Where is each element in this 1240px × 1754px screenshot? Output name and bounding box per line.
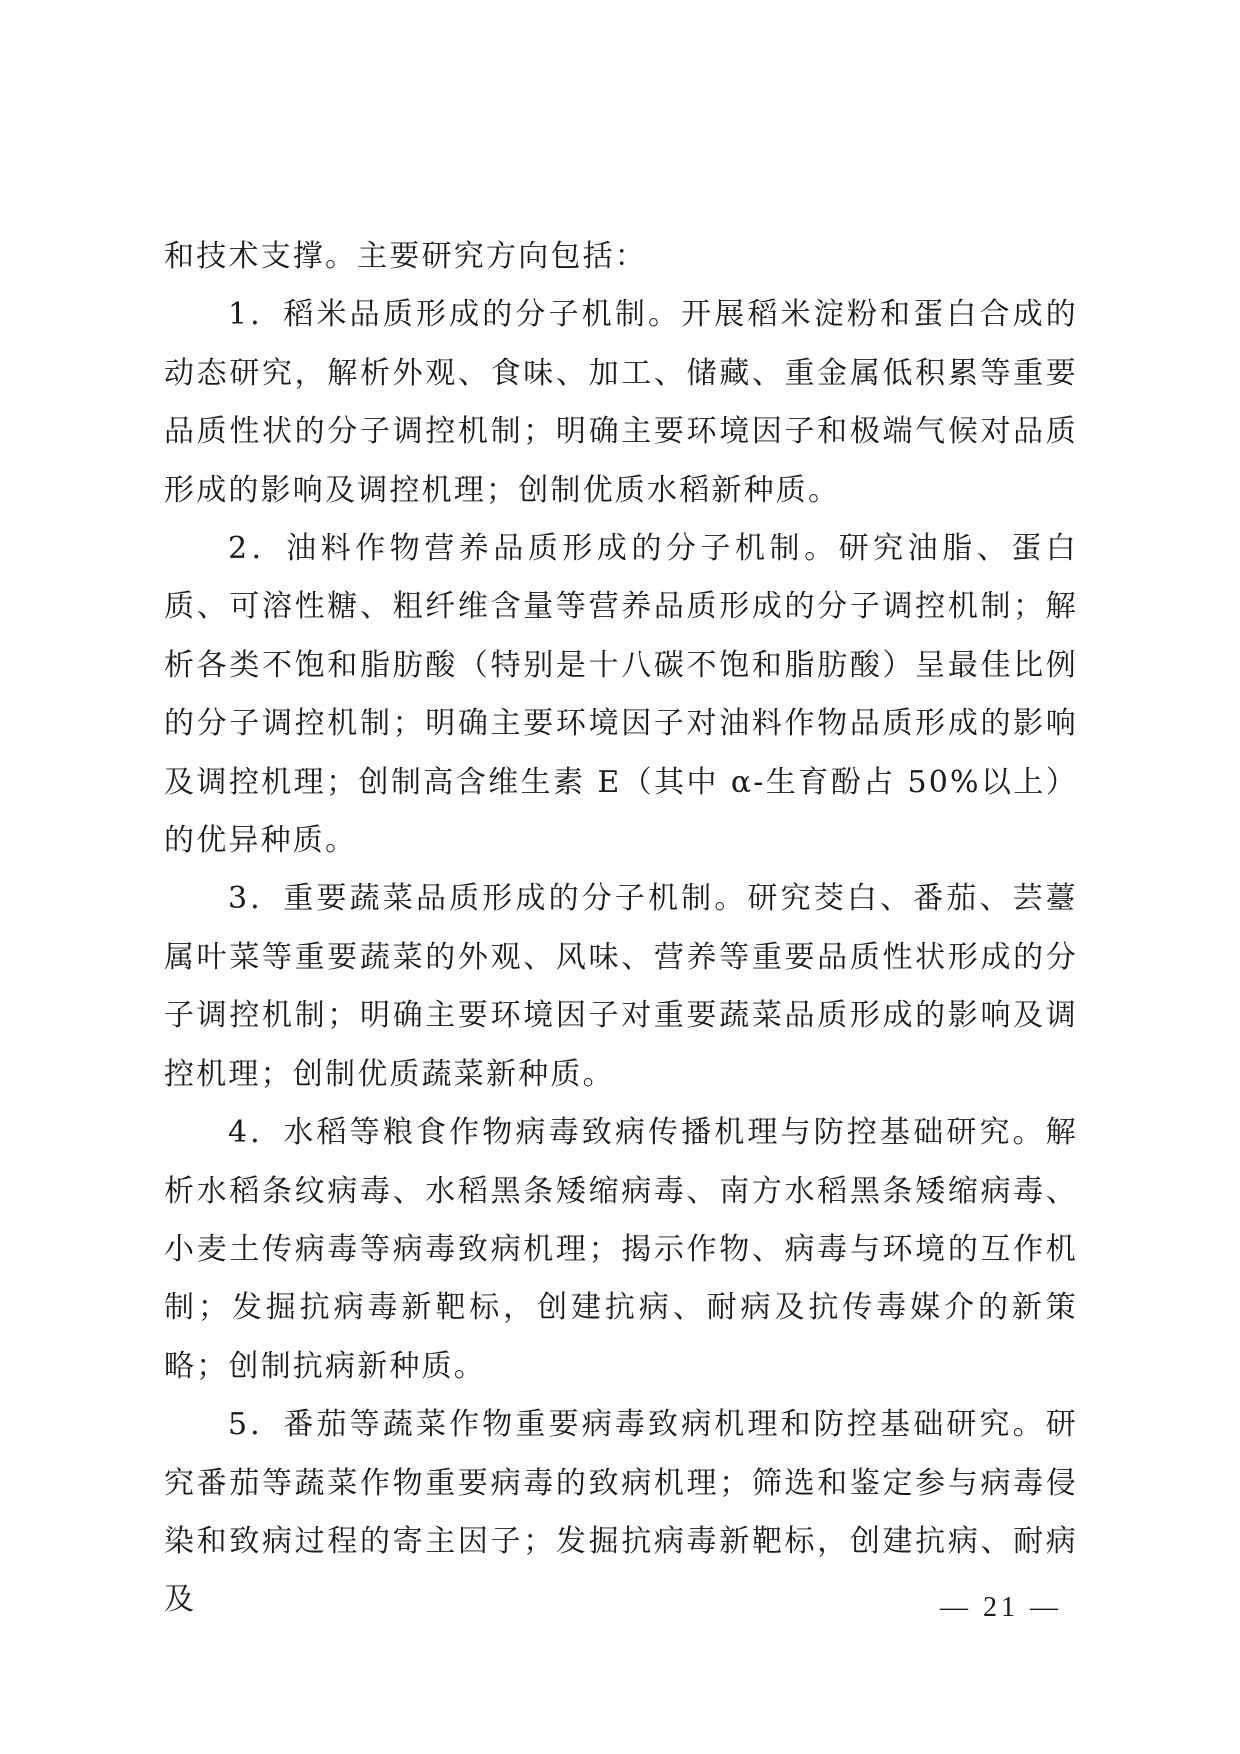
research-item-4: 4．水稻等粮食作物病毒致病传播机理与防控基础研究。解析水稻条纹病毒、水稻黑条矮缩病毒、南方水稻黑条矮缩病毒、小麦土传病毒等病毒致病机理；揭示作物、病毒与环境的互作机制；发掘抗病毒新靶标，创建抗病、耐病及抗传毒媒介的新策略；创制抗病新种质。 (164, 1115, 1078, 1384)
page-number: — 21 — (940, 1592, 1062, 1623)
intro-line: 和技术支撑。主要研究方向包括： (164, 239, 647, 274)
document-body (164, 228, 1078, 1630)
research-item-5: 5．番茄等蔬菜作物重要病毒致病机理和防控基础研究。研究番茄等蔬菜作物重要病毒的致病机理；筛选和鉴定参与病毒侵染和致病过程的寄主因子；发掘抗病毒新靶标，创建抗病、耐病及 (164, 1407, 1078, 1618)
research-item-3: 3．重要蔬菜品质形成的分子机制。研究茭白、番茄、芸薹属叶菜等重要蔬菜的外观、风味、营养等重要品质性状形成的分子调控机制；明确主要环境因子对重要蔬菜品质形成的影响及调控机理；创制优质蔬菜新种质。 (164, 881, 1078, 1092)
research-item-2: 2．油料作物营养品质形成的分子机制。研究油脂、蛋白质、可溶性糖、粗纤维含量等营养品质形成的分子调控机制；解析各类不饱和脂肪酸（特别是十八碳不饱和脂肪酸）呈最佳比例的分子调控机制；明确主要环境因子对油料作物品质形成的影响及调控机理；创制高含维生素 E（其中 α-生育酚占 50%以上）的优异种质。 (164, 531, 1078, 859)
research-item-1: 1．稻米品质形成的分子机制。开展稻米淀粉和蛋白合成的动态研究，解析外观、食味、加工、储藏、重金属低积累等重要品质性状的分子调控机制；明确主要环境因子和极端气候对品质形成的影响及调控机理；创制优质水稻新种质。 (164, 297, 1078, 508)
